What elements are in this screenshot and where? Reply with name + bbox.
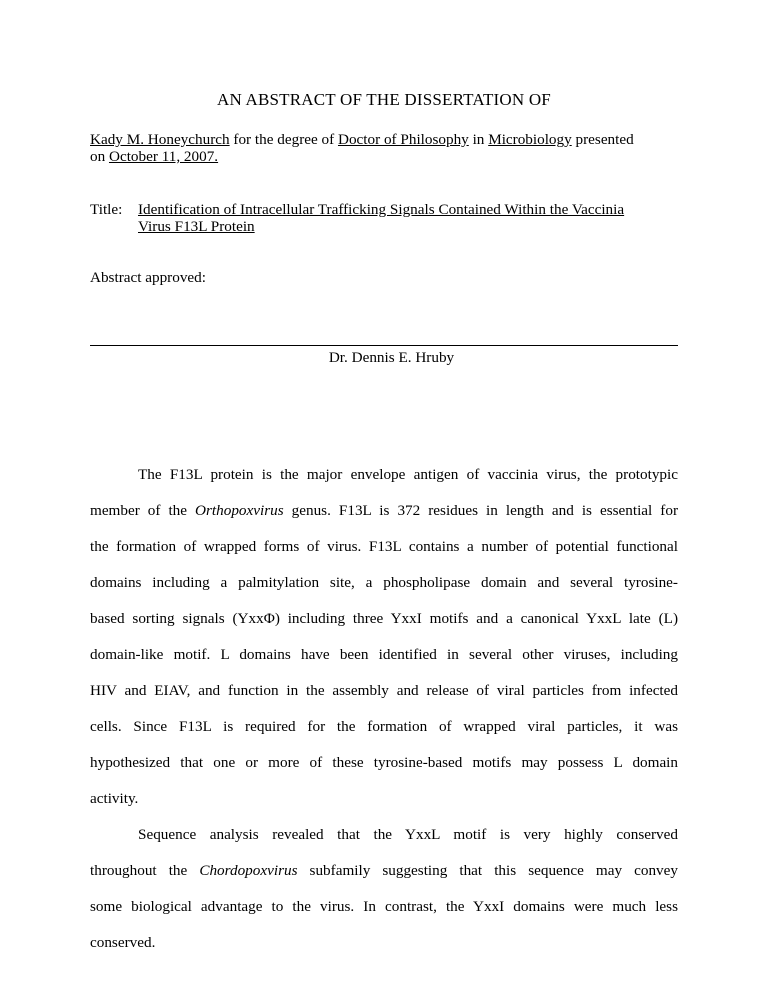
dissertation-title-line-2: Virus F13L Protein xyxy=(138,218,255,235)
author-line-1: Kady M. Honeychurch for the degree of Doctor of Philosophy in Microbiology presented xyxy=(90,131,634,148)
para1-line-1: The F13L protein is the major envelope antigen of vaccinia virus, the prototypic xyxy=(138,466,678,483)
para2-line-2: throughout the Chordopoxvirus subfamily suggesting that this sequence may convey xyxy=(90,862,678,879)
para2-line-1: Sequence analysis revealed that the YxxL motif is very highly conserved xyxy=(138,826,678,843)
para1-line-10: activity. xyxy=(90,790,139,807)
presentation-date: October 11, 2007. xyxy=(108,148,219,165)
degree: Doctor of Philosophy xyxy=(337,131,469,148)
para1-line-2: member of the Orthopoxvirus genus. F13L is 372 residues in length and is essential for xyxy=(90,502,679,519)
para1-line-6: domain-like motif. L domains have been identified in several other viruses, including xyxy=(90,646,678,663)
signatory-name: Dr. Dennis E. Hruby xyxy=(328,349,455,366)
dissertation-title-line-1: Identification of Intracellular Trafficking Signals Contained Within the Vaccinia xyxy=(138,201,625,218)
para1-line-7: HIV and EIAV, and function in the assembly and release of viral particles from infected xyxy=(90,682,678,699)
para1-line-3: the formation of wrapped forms of virus. F13L contains a number of potential functional xyxy=(90,538,678,555)
author-line-2: on October 11, 2007. xyxy=(90,148,219,165)
author-name: Kady M. Honeychurch xyxy=(90,131,230,148)
abstract-approved-label: Abstract approved: xyxy=(90,269,206,286)
field-of-study: Microbiology xyxy=(488,131,572,148)
para1-line-5: based sorting signals (YxxΦ) including three YxxI motifs and a canonical YxxL late (L) xyxy=(90,610,678,627)
para2-line-4: conserved. xyxy=(90,934,156,951)
para1-line-9: hypothesized that one or more of these tyrosine-based motifs may possess L domain xyxy=(90,754,678,771)
signature-line xyxy=(90,345,678,346)
page-heading: AN ABSTRACT OF THE DISSERTATION OF xyxy=(217,90,551,109)
para1-line-8: cells. Since F13L is required for the formation of wrapped viral particles, it was xyxy=(90,718,678,735)
para1-line-4: domains including a palmitylation site, a phospholipase domain and several tyrosine- xyxy=(90,574,678,591)
para2-line-3: some biological advantage to the virus. In contrast, the YxxI domains were much less xyxy=(90,898,678,915)
title-label: Title: xyxy=(90,201,123,218)
